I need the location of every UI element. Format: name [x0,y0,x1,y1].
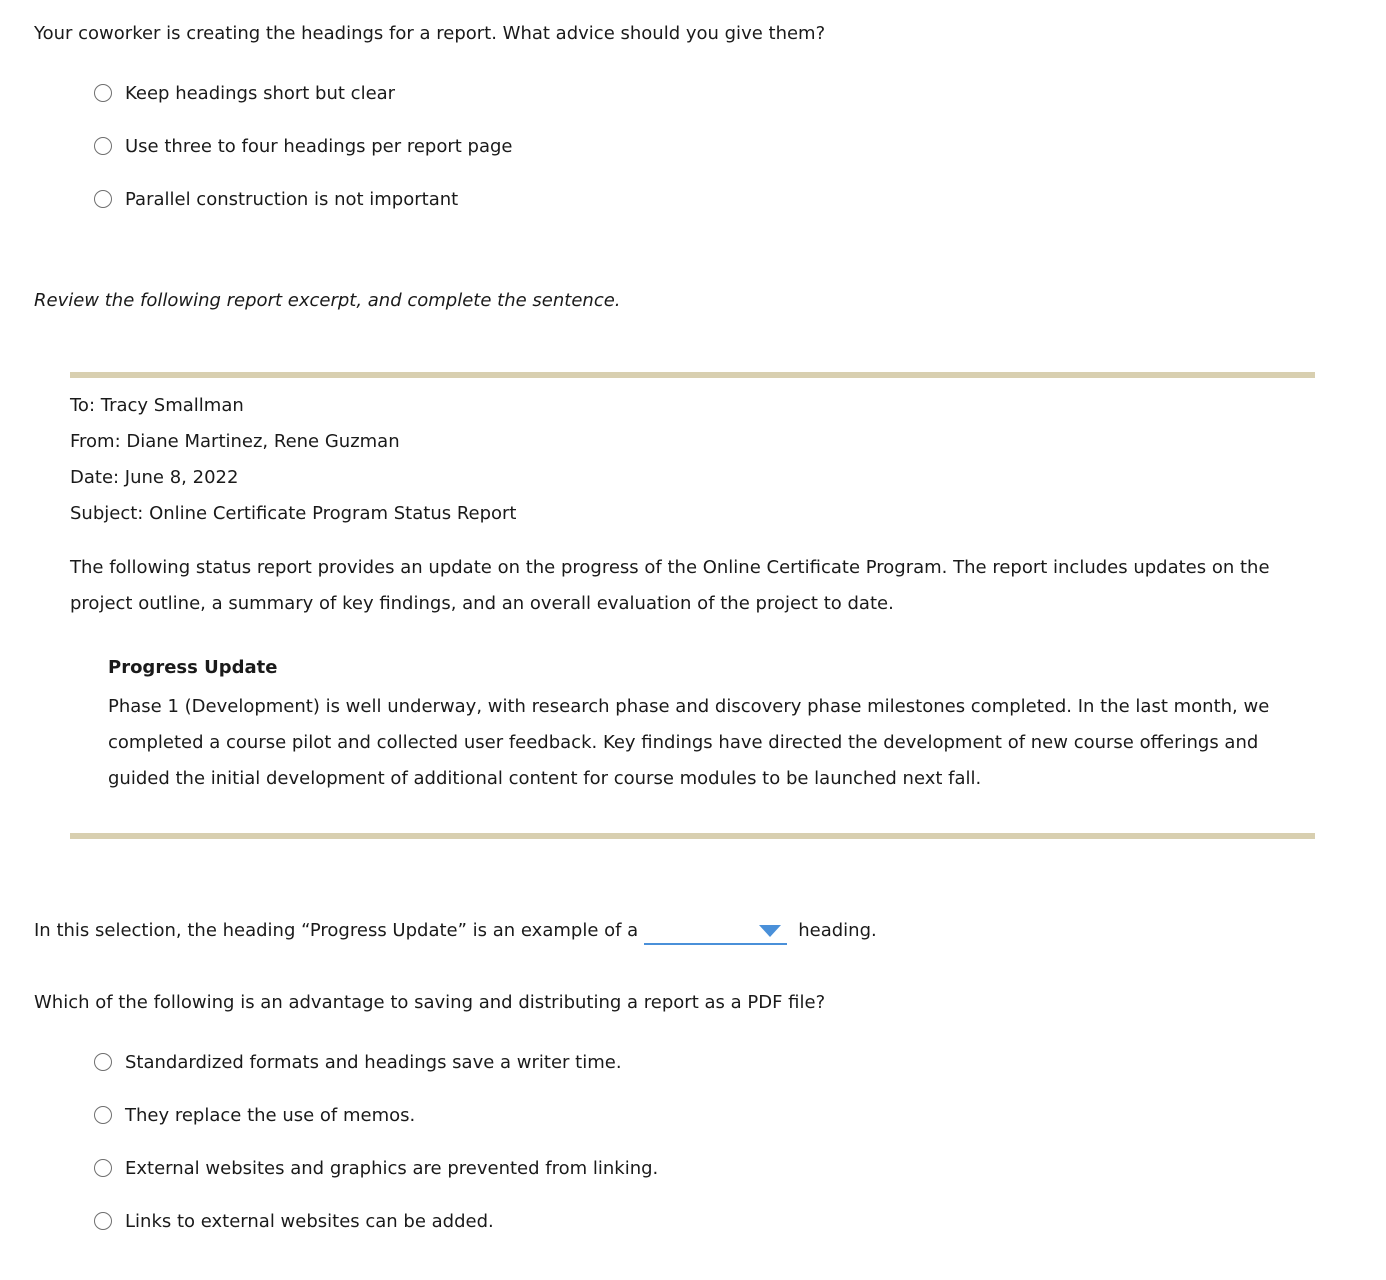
radio-button[interactable] [94,1159,112,1177]
memo-date: Date: June 8, 2022 [70,467,239,488]
memo-subject: Subject: Online Certificate Program Status Report [70,503,517,524]
option-label[interactable]: They replace the use of memos. [125,1105,416,1126]
question-3-option-3[interactable] [94,1157,658,1210]
caret-down-icon[interactable] [759,925,781,937]
radio-button[interactable] [94,1053,112,1071]
radio-button[interactable] [94,84,112,102]
option-label[interactable]: Links to external websites can be added. [125,1211,494,1232]
excerpt-bottom-divider [70,833,1315,839]
radio-button[interactable] [94,190,112,208]
question-1-options [94,82,513,241]
option-label[interactable]: Parallel construction is not important [125,189,459,210]
memo-from: From: Diane Martinez, Rene Guzman [70,431,400,452]
question-3-option-4[interactable] [94,1210,658,1263]
radio-button[interactable] [94,1212,112,1230]
radio-button[interactable] [94,137,112,155]
section-body: Phase 1 (Development) is well underway, with research phase and discovery phase milestones completed. In the last month, we completed a course pilot and collected user feedback. Key findings have directed the development of new course offerings and guided the initial development of additional content for course modules to be launched next fall. [108,696,1270,789]
question-3-option-1[interactable] [94,1051,658,1104]
report-intro-paragraph: The following status report provides an update on the progress of the Online Certificate Program. The report includes updates on the project outline, a summary of key findings, and an overall evaluation of the project to date. [70,557,1270,614]
option-label[interactable]: External websites and graphics are prevented from linking. [125,1158,659,1179]
section-heading: Progress Update [108,657,278,678]
question-1-option-3[interactable] [94,188,513,241]
option-label[interactable]: Standardized formats and headings save a writer time. [125,1052,622,1073]
question-1-option-1[interactable] [94,82,513,135]
radio-button[interactable] [94,1106,112,1124]
question-1-option-2[interactable] [94,135,513,188]
sentence-start: In this selection, the heading “Progress Update” is an example of a [34,920,639,941]
question-3-prompt: Which of the following is an advantage to saving and distributing a report as a PDF file? [34,992,826,1013]
memo-to: To: Tracy Smallman [70,395,244,416]
heading-type-dropdown[interactable] [644,919,787,945]
progress-update-section [108,656,1293,797]
report-excerpt [70,372,1315,840]
excerpt-top-divider [70,372,1315,378]
option-label[interactable]: Use three to four headings per report page [125,136,513,157]
option-label[interactable]: Keep headings short but clear [125,83,396,104]
sentence-end: heading. [798,920,877,941]
question-3-option-2[interactable] [94,1104,658,1157]
question-1-prompt: Your coworker is creating the headings for a report. What advice should you give them? [34,23,826,44]
instruction-text: Review the following report excerpt, and complete the sentence. [34,290,621,311]
question-3-options [94,1051,658,1263]
question-2-sentence [34,919,877,945]
